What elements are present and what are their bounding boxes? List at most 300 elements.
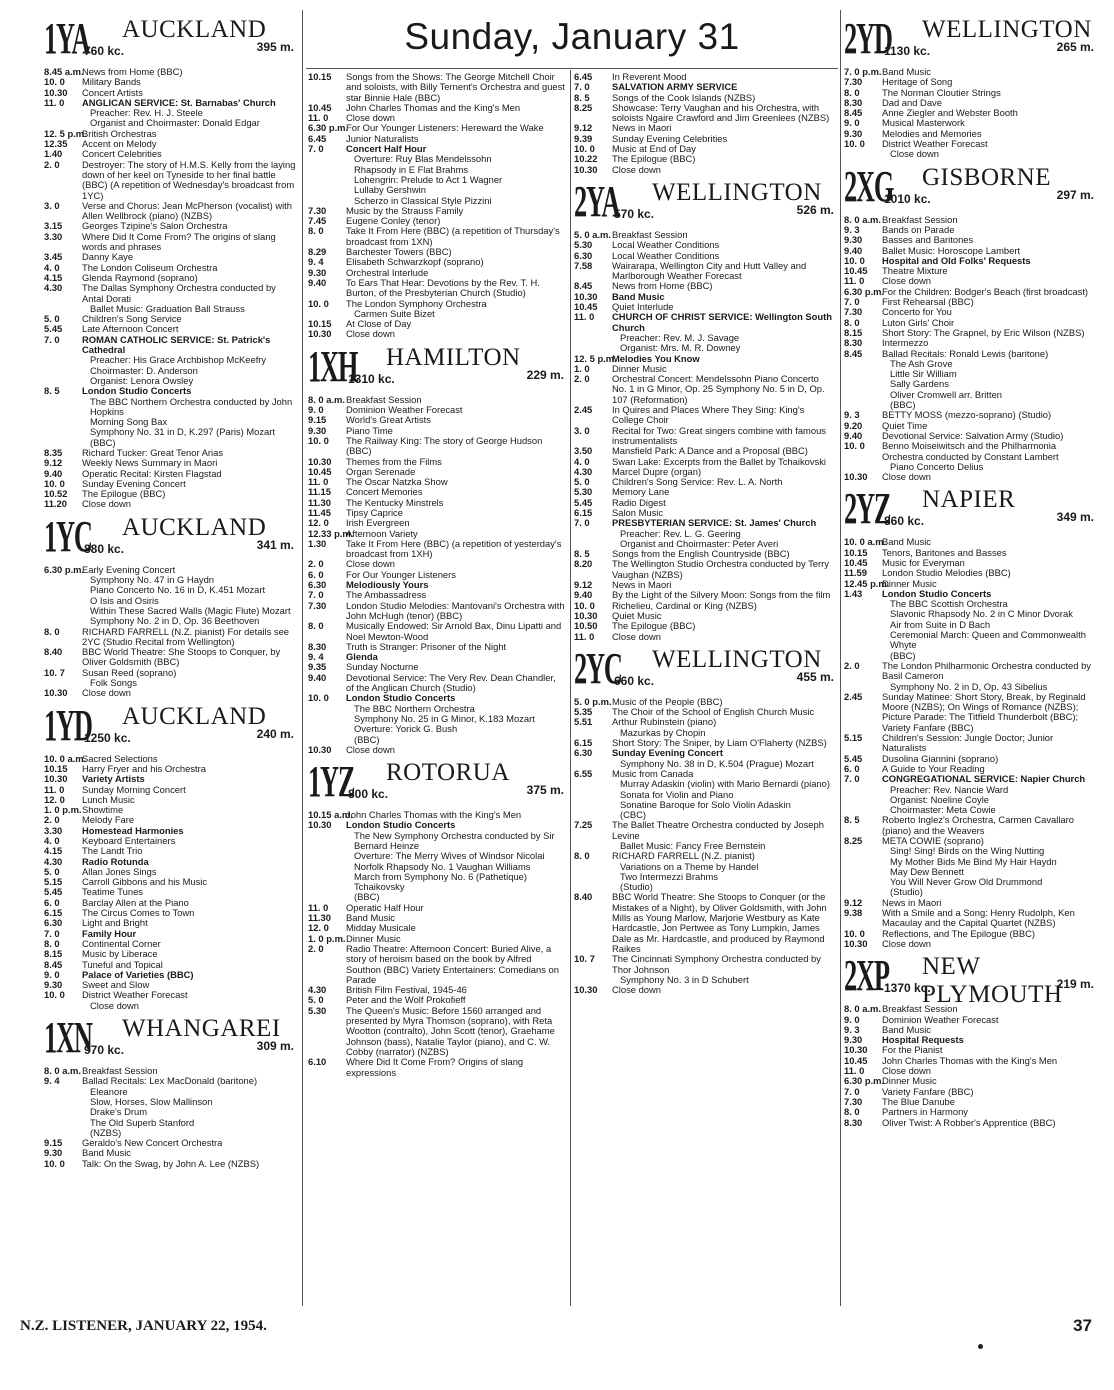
programme-detail: Overture: The Merry Wives of Windsor Nicolai [354,850,545,862]
programme-title: Close down [612,984,661,996]
programme-entry [44,688,296,698]
programme-time: 5.30 [574,239,593,251]
station-frequency: 760 kc. [84,44,125,58]
programme-time: 6.45 [574,72,593,82]
programme-time: 8. 5 [844,814,860,826]
programme-time: 7. 0 [308,143,324,155]
programme-title: Eugene Conley (tenor) [346,215,441,227]
programme-entry [844,441,1096,472]
programme-time: 9.38 [844,907,863,919]
station-header [44,700,296,751]
programme-title: Homestead Harmonies [82,824,184,836]
programme-time: 11.30 [308,496,331,508]
programme-title: A Guide to Your Reading [882,762,985,774]
programme-entry [574,426,836,447]
programme-title: News from Home (BBC) [82,66,183,77]
programme-time: 10.45 [308,101,332,113]
programme-title: Dominion Weather Forecast [346,404,463,416]
programme-detail: Sing! Sing! Birds on the Wing Nutting [890,845,1045,857]
programme-title: Elisabeth Schwarzkopf (soprano) [346,256,484,268]
programme-detail: Sonata for Violin and Piano [620,788,734,800]
programme-title: In Quires and Places Where They Sing: King's College Choir [612,404,805,426]
programme-time: 10.45 [844,1054,868,1066]
column-4 [844,12,1096,1304]
programme-detail: Symphony No. 47 in G Haydn [90,574,215,586]
programme-time: 10.50 [574,620,598,632]
programme-entry [844,815,1096,836]
station-call-sign: 2XP [844,951,889,1001]
programme-time: 9. 4 [308,256,324,268]
programme-time: 6. 0 [844,762,860,774]
programme-time: 10.30 [44,687,68,699]
programme-title: Band Music [346,912,395,924]
programme-title: Sunday Matinee: Short Story, Break, by Reginald Moore (NZBS); On Wings of Romance (NZBS); Picture Parade: The Titfield Thunderbolt (BBC); Variety Fanfare (BBC) [882,690,1086,733]
programme-title: Radio Theatre: Afternoon Concert: Buried Alive, a story of heroism based on the book by Alfred Southon (BBC) Variety Entertainers: Comedians on Parade [346,942,559,985]
programme-title: Peter and the Wolf Prokofieff [346,994,466,1006]
station-header [574,176,836,227]
programme-entry [308,621,566,642]
programme-time: 10. 0 [844,138,865,150]
programme-title: London Studio Concerts [346,819,456,831]
programme-time: 7.30 [844,1095,863,1107]
programme-time: 3.15 [44,220,63,232]
programme-time: 10. 0 [308,434,329,446]
programme-title: Concerto for You [882,306,952,318]
programme-title: London Studio Concerts [346,692,456,704]
programme-entry [844,338,1096,348]
programme-detail: The BBC Northern Orchestra conducted by John Hopkins [90,395,293,417]
programme-detail: (BBC) [890,399,916,411]
programme-title: Sunday Nocturne [346,661,419,673]
programme-time: 3.45 [44,251,63,263]
programme-time: 1.43 [844,587,863,599]
programme-entry [574,559,836,580]
programme-time: 11. 0 [574,311,595,323]
programme-detail: Slavonic Rhapsody No. 2 in C Minor Dvorak [890,608,1073,620]
programme-title: Short Story: The Sniper, by Liam O'Flaherty (NZBS) [612,737,827,749]
programme-detail: (BBC) [354,891,380,903]
station-call-sign: 2XG [844,161,894,211]
programme-title: The Railway King: The story of George Hudson (BBC) [346,434,543,457]
programme-detail: Organist: Noeline Coyle [890,793,990,805]
programme-time: 9. 0 [308,404,324,416]
programme-time: 2. 0 [574,373,590,385]
programme-time: 10.30 [844,937,868,949]
station-wavelength: 309 m. [256,1039,294,1054]
programme-title: Glenda Raymond (soprano) [82,271,198,283]
programme-time: 12. 0 [44,793,65,805]
programme-time: 9.30 [844,127,863,139]
programme-title: CHURCH OF CHRIST SERVICE: Wellington South Church [612,311,832,333]
programme-entry [44,201,296,222]
programme-detail: Symphony No. 38 in D, K.504 (Prague) Mozart [620,757,814,769]
programme-title: Wairarapa, Wellington City and Hutt Valley and Marlborough Weather Forecast [612,259,807,282]
column-divider [302,10,303,1306]
programme-time: 4. 0 [44,835,60,846]
programme-detail: Preacher: Rev. M. J. Savage [620,331,740,343]
station-wavelength: 526 m. [796,202,834,217]
programme-entry [844,661,1096,692]
programme-title: Lunch Music [82,793,135,805]
programme-title: Melodiously Yours [346,579,429,591]
programme-entry [844,939,1096,949]
programme-title: Close down [882,1065,931,1077]
programme-detail: Slow, Horses, Slow Mallinson [90,1095,213,1107]
programme-time: 9.35 [308,661,327,673]
programme-time: 7. 0 [44,927,60,939]
programme-time: 11. 0 [308,476,329,488]
station-frequency: 660 kc. [614,673,655,688]
programme-title: Tipsy Caprice [346,506,403,518]
programme-title: Close down [346,558,395,570]
programme-time: 11.20 [44,498,67,510]
programme-title: Swan Lake: Excerpts from the Ballet by Tchaikovski [612,455,826,467]
station-wavelength: 219 m. [1056,977,1094,992]
station-frequency: 880 kc. [84,541,125,556]
programme-entry [574,446,836,456]
programme-title: Bands on Parade [882,223,955,235]
programme-title: Quiet Music [612,609,662,621]
programme-title: Glenda [346,651,378,663]
programme-time: 8. 0 [44,937,60,949]
programme-title: Hospital and Old Folks' Requests [882,254,1031,266]
programme-title: Sunday Evening Concert [612,747,723,759]
programme-title: Dusolina Giannini (soprano) [882,752,999,764]
programme-time: 10. 0 [308,692,329,704]
programme-title: Dinner Music [882,577,937,589]
programme-time: 10.15 [308,318,332,330]
station-city: HAMILTON [386,343,521,371]
programme-time: 8. 0 [844,1106,860,1118]
programme-title: Concert Celebrities [82,148,162,160]
programme-time: 5. 0 [44,313,60,325]
programme-title: Close down [882,937,931,949]
programme-title: Oliver Twist: A Robber's Apprentice (BBC) [882,1116,1056,1128]
programme-title: The London Coliseum Orchestra [82,261,218,273]
programme-title: SALVATION ARMY SERVICE [612,81,738,93]
programme-time: 9. 0 [844,1013,860,1025]
programme-time: 10.30 [844,1044,868,1056]
programme-title: Georges Tzipine's Salon Orchestra [82,220,228,232]
programme-title: Luton Girls' Choir [882,316,955,328]
programme-time: 11. 0 [844,275,865,287]
programme-detail: Symphony No. 31 in D, K.297 (Paris) Mozart [90,426,275,438]
programme-time: 12.33 p.m. [308,527,354,539]
programme-time: 10. 0 [44,1157,65,1169]
programme-title: Piano Time [346,424,393,436]
programme-title: Organ Serenade [346,465,416,477]
programme-title: Close down [346,743,395,755]
programme-time: 9. 0 [844,117,860,129]
programme-time: 11.30 [308,912,331,924]
programme-time: 6.30 [308,579,327,591]
station-frequency: 1130 kc. [884,44,931,58]
programme-detail: Symphony No. 2 in D, Op. 36 Beethoven [90,615,260,627]
programme-title: Irish Evergreen [346,517,410,529]
programme-title: The Ambassadress [346,589,427,601]
programme-time: 6.30 p.m. [844,285,885,297]
programme-title: Susan Reed (soprano) [82,666,177,678]
programme-title: Local Weather Conditions [612,239,720,251]
programme-detail: Air from Suite in D Bach [890,618,991,630]
programme-title: Accent on Melody [82,138,157,150]
programme-time: 7.45 [308,215,327,227]
programme-title: Late Afternoon Concert [82,323,179,335]
programme-title: Ballet Music: Horoscope Lambert [882,244,1021,256]
programme-title: Palace of Varieties (BBC) [82,968,194,980]
station-frequency: 1370 kc. [884,981,931,996]
programme-time: 5. 0 [44,865,60,877]
station-city: WELLINGTON [652,178,822,206]
programme-time: 10. 0 [44,76,65,88]
programme-title: Carroll Gibbons and his Music [82,876,208,888]
station-wavelength: 455 m. [796,669,834,684]
programme-entry [844,774,1096,815]
programme-entry [308,436,566,457]
station-city: WHANGAREI [122,1015,281,1043]
station-call-sign: 1XH [308,341,358,391]
programme-title: In Reverent Mood [612,72,687,82]
programme-detail: May Dew Bennett [890,865,964,877]
programme-title: Operatic Recital: Kirsten Flagstad [82,467,222,479]
programme-detail: (CBC) [620,809,647,821]
programme-time: 8. 5 [44,385,60,397]
programme-title: Music from Canada [612,767,694,779]
programme-time: 5.30 [574,486,593,498]
station-wavelength: 229 m. [526,367,564,382]
programme-entry [44,98,296,129]
station-frequency: 1010 kc. [884,191,931,206]
programme-title: The Circus Comes to Town [82,907,195,919]
programme-time: 10. 0 [844,440,865,452]
programme-time: 10. 0 [574,143,595,155]
programme-title: The Ballet Theatre Orchestra conducted by Joseph Levine [612,819,824,841]
programme-detail: (Studio) [620,881,653,893]
programme-title: Concert Half Hour [346,143,427,155]
programme-time: 8.30 [844,1116,863,1128]
programme-time: 8.45 [44,958,63,970]
programme-time: 9. 4 [308,651,324,663]
programme-title: Where Did It Come From? The origins of slang words and phrases [82,230,276,253]
station-city: NEW PLYMOUTH [922,953,1063,1009]
programme-detail: Symphony No. 2 in D, Op. 43 Sibelius [890,680,1048,692]
programme-title: John Charles Thomas and the King's Men [346,101,521,113]
programme-title: BETTY MOSS (mezzo-soprano) (Studio) [882,409,1052,421]
programme-time: 2. 0 [44,158,60,170]
station-frequency: 1310 kc. [348,371,395,386]
programme-title: London Studio Concerts [882,587,992,599]
programme-title: META COWIE (soprano) [882,835,984,846]
column-divider [840,10,841,1306]
programme-time: 9. 3 [844,409,860,421]
programme-time: 9. 0 [44,968,60,980]
programme-time: 10.30 [308,328,332,340]
programme-title: Showcase: Terry Vaughan and his Orchestra, with soloists Ngaire Crawford and Jim Greenlees (NZBS) [612,101,830,124]
programme-title: The Choir of the School of English Church Music [612,706,815,718]
programme-entry [574,405,836,426]
programme-title: Music for Everyman [882,556,965,568]
programme-title: Benno Moiseiwitsch and the Philharmonia Orchestra conducted by Constant Lambert [882,440,1059,462]
station-call-sign: 1YA [44,14,90,63]
programme-entry [308,278,566,299]
programme-time: 6.45 [308,132,327,144]
programme-time: 3. 0 [574,424,590,436]
programme-time: 9. 3 [844,1023,860,1035]
programme-title: Geraldo's New Concert Orchestra [82,1137,223,1149]
programme-title: Marcel Dupre (organ) [612,465,702,477]
station-city: WELLINGTON [922,16,1092,43]
programme-entry [308,329,566,339]
programme-time: 6.30 p.m. [44,563,85,575]
programme-time: 9.40 [844,244,863,256]
programme-detail: Choirmaster: D. Anderson [90,364,198,376]
station-city: NAPIER [922,486,1016,514]
programme-entry [308,144,566,206]
programme-detail: Piano Concerto Delius [890,460,984,472]
programme-time: 5.35 [574,706,593,718]
programme-entry [844,589,1096,661]
print-dot [978,1344,983,1349]
station-wavelength: 349 m. [1056,510,1094,525]
programme-time: 7. 0 [844,1085,860,1097]
programme-title: Reflections, and The Epilogue (BBC) [882,927,1036,939]
programme-time: 2. 0 [844,659,860,671]
programme-time: 10.52 [44,488,68,500]
programme-detail: Symphony No. 3 in D Schubert [620,973,749,985]
programme-title: Music by Liberace [82,948,158,960]
programme-title: John Charles Thomas with the King's Men [346,809,522,821]
programme-time: 7. 0 [574,517,590,529]
programme-time: 9.40 [844,429,863,441]
programme-time: 7. 0 [844,296,860,308]
programme-time: 1. 0 p.m. [308,932,346,944]
station-header [844,161,1096,212]
programme-title: The Epilogue (BBC) [82,488,166,500]
programme-time: 5. 0 [308,994,324,1006]
programme-title: Dinner Music [612,362,667,374]
station-call-sign: 2YZ [844,484,891,534]
programme-time: 2.45 [844,690,863,702]
programme-time: 10.30 [574,290,598,302]
programme-title: Radio Digest [612,496,666,508]
programme-time: 10.22 [574,153,598,165]
programme-title: Breakfast Session [882,213,958,225]
programme-time: 4.15 [44,271,63,283]
programme-title: Orchestral Concert: Mendelssohn Piano Concerto No. 1 in G Minor, Op. 25 Symphony No. 5 in D, Op. 107 (Reformation) [612,373,825,405]
programme-title: Devotional Service: The Very Rev. Dean Chandler, of the Anglican Church (Studio) [346,671,556,694]
programme-detail: You Will Never Grow Old Drummond [890,876,1043,888]
programme-title: Where Did It Come From? Origins of slang expressions [346,1056,524,1078]
programme-title: Quiet Time [882,419,928,431]
programme-title: Quiet Interlude [612,301,674,313]
programme-time: 9.30 [44,979,63,991]
programme-title: Concert Artists [82,86,143,98]
programme-entry [574,820,836,851]
programme-entry [44,232,296,253]
programme-detail: Little Sir William [890,368,957,380]
programme-time: 4.15 [44,845,63,857]
programme-time: 5. 0 p.m. [574,695,612,707]
programme-entry [44,499,296,509]
programme-time: 3. 0 [44,199,60,211]
programme-title: Ballad Recitals: Lex MacDonald (baritone) [82,1075,258,1087]
programme-time: 2. 0 [308,558,324,570]
programme-title: London Studio Melodies: Mantovani's Orchestra with John McHugh (tenor) (BBC) [346,599,565,621]
programme-detail: Piano Concerto No. 16 in D, K.451 Mozart [90,584,266,596]
station-call-sign: 1YC [44,511,92,561]
programme-title: The London Philharmonic Orchestra conducted by Basil Cameron [882,659,1091,682]
programme-time: 8. 5 [574,548,590,560]
programme-title: Songs from the Shows: The George Mitchell Choir and soloists, with Billy Ternent's Orchestra and guest star Binnie Hale (BBC) [346,72,565,103]
programme-title: Anne Ziegler and Webster Booth [882,107,1018,119]
programme-title: Showtime [82,804,124,816]
programme-title: First Rehearsal (BBC) [882,296,974,308]
programme-detail: Carmen Suite Bizet [354,307,435,319]
station-header [844,486,1096,534]
programme-title: Hospital Requests [882,1034,964,1046]
programme-entry [574,985,836,995]
programme-detail: Ballet Music: Fancy Free Bernstein [620,840,766,851]
programme-time: 10. 0 [44,989,65,1001]
programme-detail: Overture: Yorick G. Bush [354,723,458,735]
programme-title: Songs from the English Countryside (BBC) [612,548,790,560]
programme-time: 8.25 [574,101,593,113]
programme-title: Roberto Inglez's Orchestra, Carmen Cavallaro (piano) and the Weavers [882,814,1074,836]
programme-title: Recital for Two: Great singers combine with famous instrumentalists [612,424,826,446]
programme-title: Allan Jones Sings [82,865,157,877]
programme-time: 8. 0 [308,620,324,632]
programme-title: Musically Endowed: Sir Arnold Bax, Dinu Lipatti and Noel Mewton-Wood [346,620,562,642]
programme-time: 9. 3 [844,223,860,235]
programme-time: 10. 7 [44,666,65,678]
programme-entry [44,335,296,386]
programme-time: 1. 0 [574,362,590,374]
programme-time: 10.30 [308,743,332,755]
programme-time: 5.15 [844,732,863,744]
station-city: WELLINGTON [652,645,822,673]
programme-title: Operatic Half Hour [346,901,424,913]
programme-detail: The Ash Grove [890,357,953,369]
programme-time: 5.45 [44,323,63,335]
programme-time: 6.30 [44,917,63,929]
column-3 [574,72,836,1304]
programme-detail: Morning Song Bax [90,416,168,428]
programme-title: Melody Fare [82,814,135,826]
programme-time: 1.40 [44,148,63,160]
programme-detail: Eleanore [90,1085,128,1097]
programme-detail: The Old Superb Stanford [90,1116,195,1128]
programme-title: Danny Kaye [82,251,134,263]
station-wavelength: 395 m. [256,40,294,54]
programme-time: 9.20 [844,419,863,431]
programme-detail: Organist: Mrs. M. R. Downey [620,342,741,354]
programme-time: 8.30 [308,640,327,652]
programme-time: 11. 0 [308,901,329,913]
programme-detail: Lullaby Gershwin [354,184,426,196]
station-call-sign: 1XN [44,1013,92,1063]
programme-title: News in Maori [612,579,672,591]
programme-time: 4. 0 [574,455,590,467]
programme-title: Concert Memories [346,486,423,498]
programme-title: BBC World Theatre: She Stoops to Conquer (or the Mistakes of a Night), by Oliver Goldsmith, with John Mills as Young Marlow, Marjorie Westbury as Kate Hardcastle, Jon Pertwee as Tony Lumpkin, James Dale as Mr. Hardcastle, and produced by Raymond Raikes [612,891,827,954]
programme-time: 10. 0 [44,477,65,489]
programme-title: Light and Bright [82,917,148,929]
programme-title: Take It From Here (BBC) (a repetition of Thursday's broadcast from 1XN) [346,225,560,247]
programme-title: For the Children: Bodger's Beach (first broadcast) [882,285,1089,297]
programme-detail: Choirmaster: Meta Cowie [890,804,996,816]
programme-title: Sunday Evening Concert [82,477,186,489]
programme-title: Dominion Weather Forecast [882,1013,999,1025]
